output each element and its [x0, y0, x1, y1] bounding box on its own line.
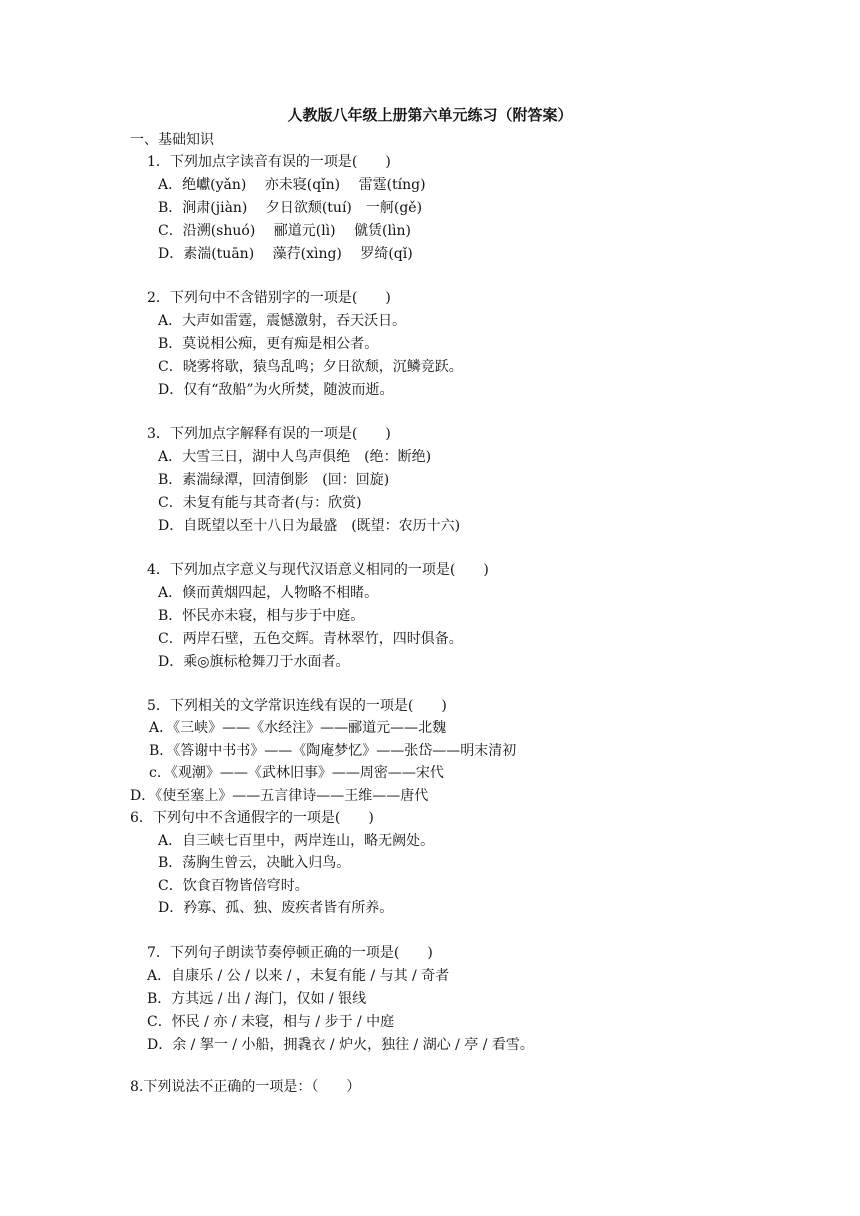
question-7-option-c: C．怀民 / 亦 / 未寝，相与 / 步于 / 中庭 [147, 1014, 395, 1030]
question-6-option-a: A．自三峡七百里中，两岸连山，略无阙处。 [158, 833, 435, 849]
question-2-option-c: C．晓雾将歇，猿鸟乱鸣；夕日欲颓，沉鳞竞跃。 [158, 359, 463, 375]
question-1-option-b: B．涧肃(jiàn) 夕日欲颓(tuí) 一舸(gě) [158, 200, 423, 216]
section-heading: 一、基础知识 [130, 132, 214, 148]
question-3-option-c: C．未复有能与其奇者(与：欣赏) [158, 495, 362, 511]
question-5-option-a: A．《三峡》——《水经注》——郦道元——北魏 [149, 720, 447, 736]
question-7-stem: 7．下列句子朗读节奏停顿正确的一项是( ) [147, 945, 433, 961]
question-6-stem: 6．下列句中不含通假字的一项是( ) [130, 810, 374, 826]
question-4-option-b: B．怀民亦未寝，相与步于中庭。 [158, 608, 365, 624]
question-4-option-a: A．倏而黄烟四起，人物略不相睹。 [158, 585, 379, 601]
question-5-stem: 5．下列相关的文学常识连线有误的一项是( ) [147, 698, 447, 714]
question-7-option-a: A．自康乐 / 公 / 以来 / ，未复有能 / 与其 / 奇者 [147, 968, 450, 984]
question-4-option-c: C．两岸石壁，五色交辉。青林翠竹，四时俱备。 [158, 631, 463, 647]
question-2-option-b: B．莫说相公痴，更有痴是相公者。 [158, 336, 379, 352]
question-6-option-b: B．荡胸生曾云，决眦入归鸟。 [158, 855, 351, 871]
question-1-option-d: D．素湍(tuān) 藻荇(xìng) 罗绮(qǐ) [158, 246, 413, 262]
question-2-option-d: D．仅有“敌船”为火所焚，随波而逝。 [158, 382, 394, 398]
question-3-option-a: A．大雪三日，湖中人鸟声俱绝 (绝：断绝) [158, 449, 432, 465]
question-2-option-a: A．大声如雷霆，震憾激射，吞天沃日。 [158, 313, 407, 329]
question-2-stem: 2．下列句中不含错别字的一项是( ) [147, 290, 391, 306]
question-3-stem: 3．下列加点字解释有误的一项是( ) [147, 426, 391, 442]
question-4-stem: 4．下列加点字意义与现代汉语意义相同的一项是( ) [147, 562, 489, 578]
document-title: 人教版八年级上册第六单元练习（附答案） [287, 106, 573, 124]
question-6-option-c: C．饮食百物皆倍穹时。 [158, 878, 309, 894]
question-1-option-a: A．绝巘(yǎn) 亦未寝(qǐn) 雷霆(tíng) [158, 177, 426, 193]
question-8-stem: 8.下列说法不正确的一项是：（ ） [130, 1079, 361, 1095]
question-7-option-d: D．余 / 挐一 / 小船，拥毳衣 / 炉火，独往 / 湖心 / 亭 / 看雪。 [147, 1037, 534, 1053]
question-1-stem: 1．下列加点字读音有误的一项是( ) [147, 154, 391, 170]
question-5-option-b: B．《答谢中书书》——《陶庵梦忆》——张岱——明末清初 [149, 743, 517, 759]
question-5-option-d: D．《使至塞上》——五言律诗——王维——唐代 [130, 788, 429, 804]
question-1-option-c: C．沿溯(shuó) 郦道元(lì) 僦赁(lìn) [158, 223, 411, 239]
question-7-option-b: B．方其远 / 出 / 海门，仅如 / 银线 [147, 991, 367, 1007]
question-3-option-d: D．自既望以至十八日为最盛 (既望：农历十六) [158, 518, 461, 534]
question-3-option-b: B．素湍绿潭，回清倒影 (回：回旋) [158, 472, 390, 488]
question-6-option-d: D．矜寡、孤、独、废疾者皆有所养。 [158, 900, 394, 916]
question-4-option-d: D．乘◎旗标枪舞刀于水面者。 [158, 654, 350, 670]
question-5-option-c: c．《观潮》——《武林旧事》——周密——宋代 [149, 765, 444, 781]
